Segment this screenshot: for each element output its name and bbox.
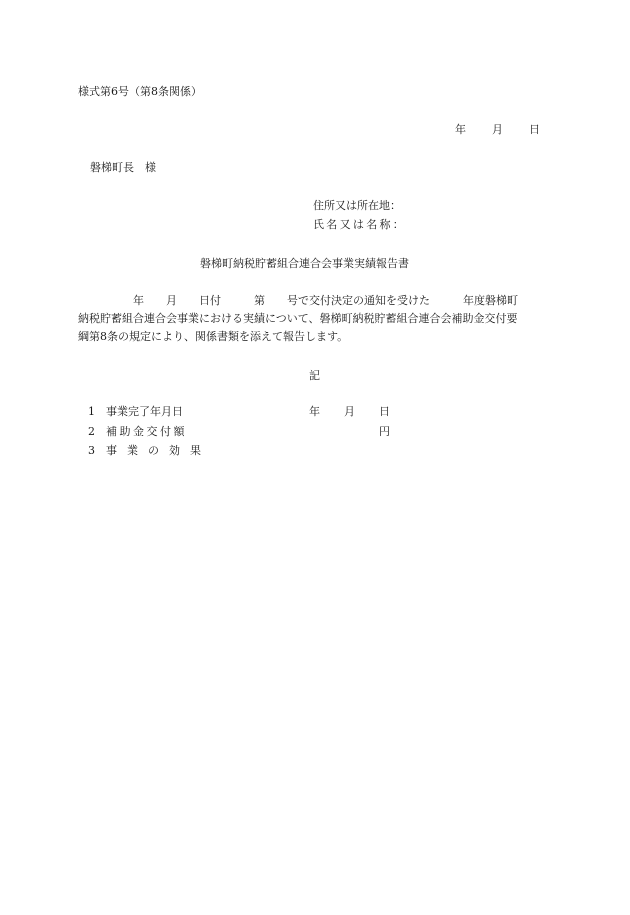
item-number: 3 [88,444,95,457]
item-project-effect [88,444,211,489]
item-number: 1 [88,405,95,418]
date-line [455,124,565,168]
report-body [78,292,568,346]
record-heading: 記 [309,369,320,382]
date-month-label: 月 [492,123,503,136]
form-number: 様式第6号（第8条関係） [78,85,202,98]
date-day-label: 日 [529,123,540,136]
item-list [88,405,390,457]
document-title: 磐梯町納税貯蓄組合連合会事業実績報告書 [200,257,409,270]
item-label: 補助金交付額 [106,425,187,438]
item-day-label: 日 [379,405,390,418]
body-line-3: 綱第8条の規定により、関係書類を添えて報告します。 [78,330,349,343]
item-label: 事業の効果 [106,444,211,457]
addressee: 磐梯町長 様 [90,161,156,174]
item-label: 事業完了年月日 [106,405,183,418]
body-line-1: 年 月 日付 第 号で交付決定の通知を受けた 年度磐梯町 [78,294,518,307]
item-number: 2 [88,425,95,438]
item-yen-unit: 円 [379,425,390,438]
item-year-label: 年 [309,405,320,418]
body-line-2: 納税貯蓄組合連合会事業における実績について、磐梯町納税貯蓄組合連合会補助金交付要 [78,312,518,325]
date-year-label: 年 [455,123,466,136]
name-label: 氏名又は名称： [313,218,407,231]
item-month-label: 月 [344,405,355,418]
address-label: 住所又は所在地： [313,199,401,212]
